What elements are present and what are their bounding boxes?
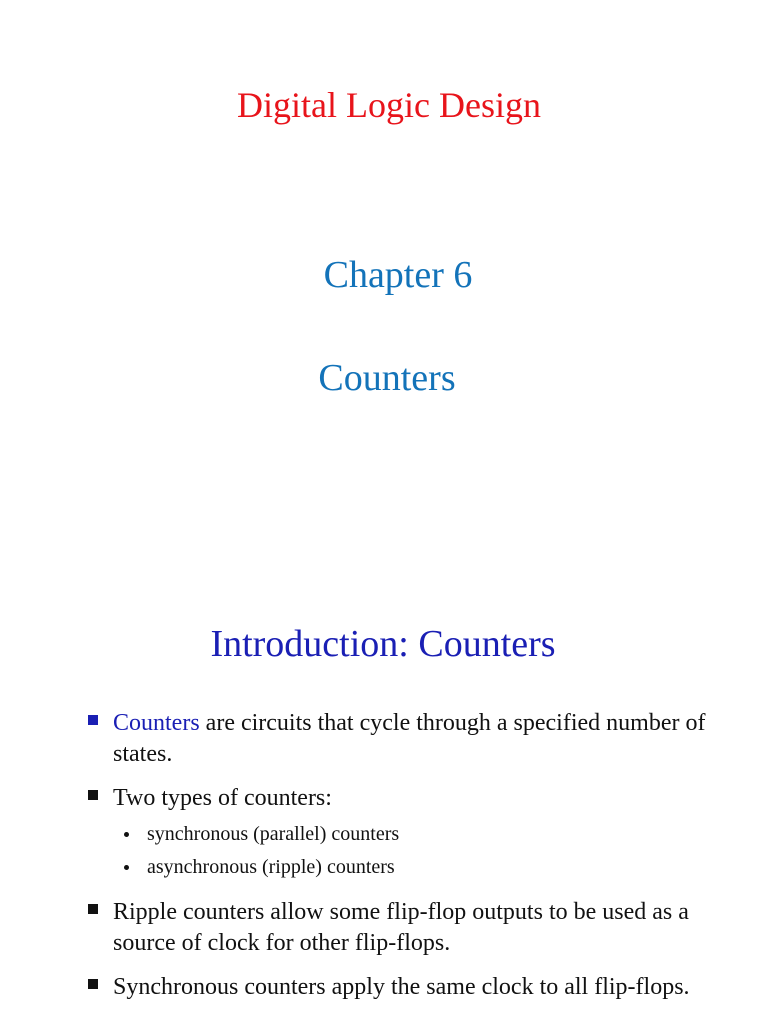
bullet-text: Ripple counters allow some flip-flop outputs to be used as a source of clock for other flip-flops.: [113, 899, 689, 956]
chapter-heading: Chapter 6: [323, 254, 473, 296]
intro-slide: [0, 560, 768, 1024]
sub-bullet-list: [113, 818, 756, 884]
chapter-subject: Counters: [318, 357, 456, 399]
intro-slide-title: Introduction: Counters: [210, 623, 556, 665]
bullet-list: [86, 708, 756, 1016]
square-bullet-icon: [88, 790, 98, 800]
round-bullet-icon: [124, 865, 129, 870]
course-title: Digital Logic Design: [237, 85, 541, 125]
bullet-text: are circuits that cycle through a specified number of states.: [113, 710, 706, 767]
bullet-keyword: Counters: [113, 710, 200, 736]
bullet-item-ripple: [86, 897, 756, 959]
sub-bullet-text: synchronous (parallel) counters: [147, 823, 400, 845]
bullet-item-types: [86, 783, 756, 884]
bullet-text: Synchronous counters apply the same clock to all flip-flops.: [113, 974, 690, 1000]
sub-bullet-text: asynchronous (ripple) counters: [147, 856, 395, 878]
bullet-text: Two types of counters:: [113, 785, 332, 811]
square-bullet-icon: [88, 715, 98, 725]
square-bullet-icon: [88, 904, 98, 914]
sub-bullet-item: [113, 818, 756, 851]
bullet-item-counters: [86, 708, 756, 770]
square-bullet-icon: [88, 979, 98, 989]
sub-bullet-item: [113, 851, 756, 884]
round-bullet-icon: [124, 832, 129, 837]
bullet-item-synchronous: [86, 972, 756, 1003]
